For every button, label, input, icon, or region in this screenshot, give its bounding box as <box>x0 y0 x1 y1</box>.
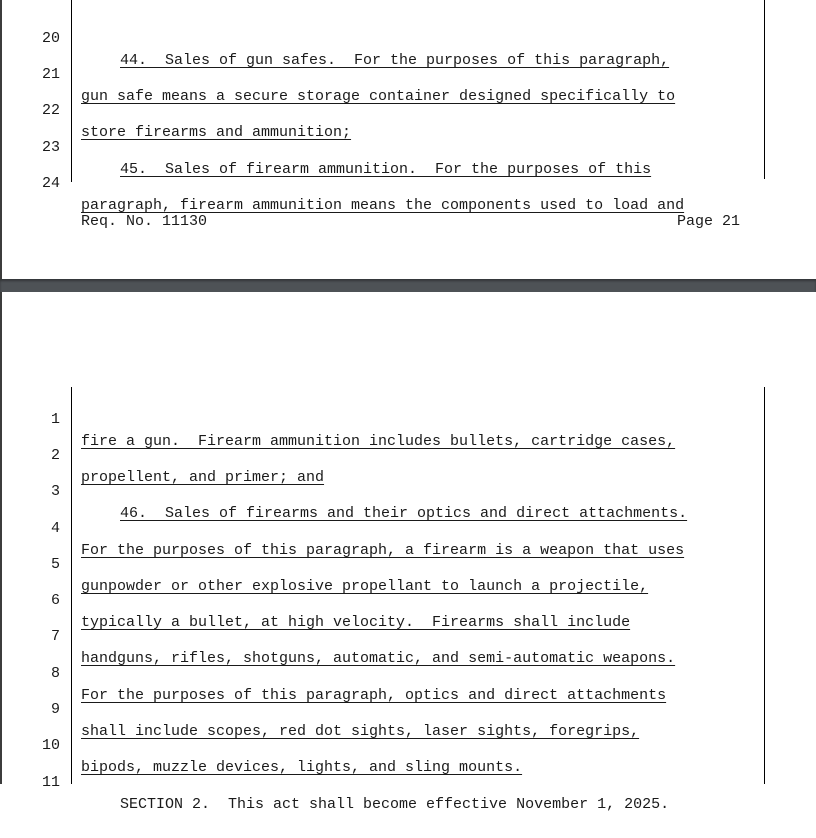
line-text: typically a bullet, at high velocity. Firearms shall include <box>81 614 631 631</box>
document-line <box>2 641 816 704</box>
line-number: 9 <box>50 701 60 718</box>
request-number: Req. No. 11130 <box>81 213 208 230</box>
line-text: bipods, muzzle devices, lights, and sling mounts. <box>81 759 523 776</box>
line-text: gunpowder or other explosive propellant to launch a projectile, <box>81 578 649 595</box>
line-number: 20 <box>41 30 60 47</box>
line-number: 2 <box>50 447 60 464</box>
document-page-22 <box>0 292 816 813</box>
line-number: 3 <box>50 483 60 500</box>
line-number: 10 <box>41 737 60 754</box>
document-line <box>2 532 816 595</box>
line-text: handguns, rifles, shotguns, automatic, and semi-automatic weapons. <box>81 650 676 667</box>
line-text: store firearms and ammunition; <box>81 124 352 141</box>
line-number: 21 <box>41 66 60 83</box>
line-text: paragraph, firearm ammunition means the components used to load and <box>81 197 685 214</box>
document-line <box>2 423 816 486</box>
document-line <box>2 151 816 214</box>
document-line <box>2 750 816 813</box>
line-text: 45. Sales of firearm ammunition. For the purposes of this <box>120 161 652 178</box>
line-number: 5 <box>50 556 60 573</box>
line-number: 1 <box>50 411 60 428</box>
document-line <box>2 496 816 559</box>
line-number: 23 <box>41 139 60 156</box>
line-text: For the purposes of this paragraph, a firearm is a weapon that uses <box>81 542 685 559</box>
document-line <box>2 568 816 631</box>
line-number: 8 <box>50 665 60 682</box>
document-line <box>2 459 816 522</box>
document-line <box>2 713 816 776</box>
line-number: 11 <box>41 774 60 791</box>
line-number: 22 <box>41 102 60 119</box>
line-text: 44. Sales of gun safes. For the purposes of this paragraph, <box>120 52 670 69</box>
document-page-21 <box>0 0 816 279</box>
line-number: 24 <box>41 175 60 192</box>
document-line <box>2 115 816 178</box>
document-line <box>2 677 816 740</box>
line-text: fire a gun. Firearm ammunition includes bullets, cartridge cases, <box>81 433 676 450</box>
line-text: gun safe means a secure storage container designed specifically to <box>81 88 676 105</box>
line-number: 7 <box>50 628 60 645</box>
document-line <box>2 42 816 105</box>
document-line <box>2 387 816 450</box>
line-text: 46. Sales of firearms and their optics and direct attachments. <box>120 505 688 522</box>
line-number: 4 <box>50 520 60 537</box>
page-number: Page 21 <box>677 213 741 230</box>
document-line <box>2 604 816 667</box>
page-separator <box>0 279 816 292</box>
line-text: shall include scopes, red dot sights, laser sights, foregrips, <box>81 723 640 740</box>
line-text: For the purposes of this paragraph, optics and direct attachments <box>81 687 667 704</box>
line-text: SECTION 2. This act shall become effective November 1, 2025. <box>120 796 670 813</box>
line-number: 6 <box>50 592 60 609</box>
line-text: propellent, and primer; and <box>81 469 325 486</box>
document-line <box>2 78 816 141</box>
document-line <box>2 6 816 69</box>
